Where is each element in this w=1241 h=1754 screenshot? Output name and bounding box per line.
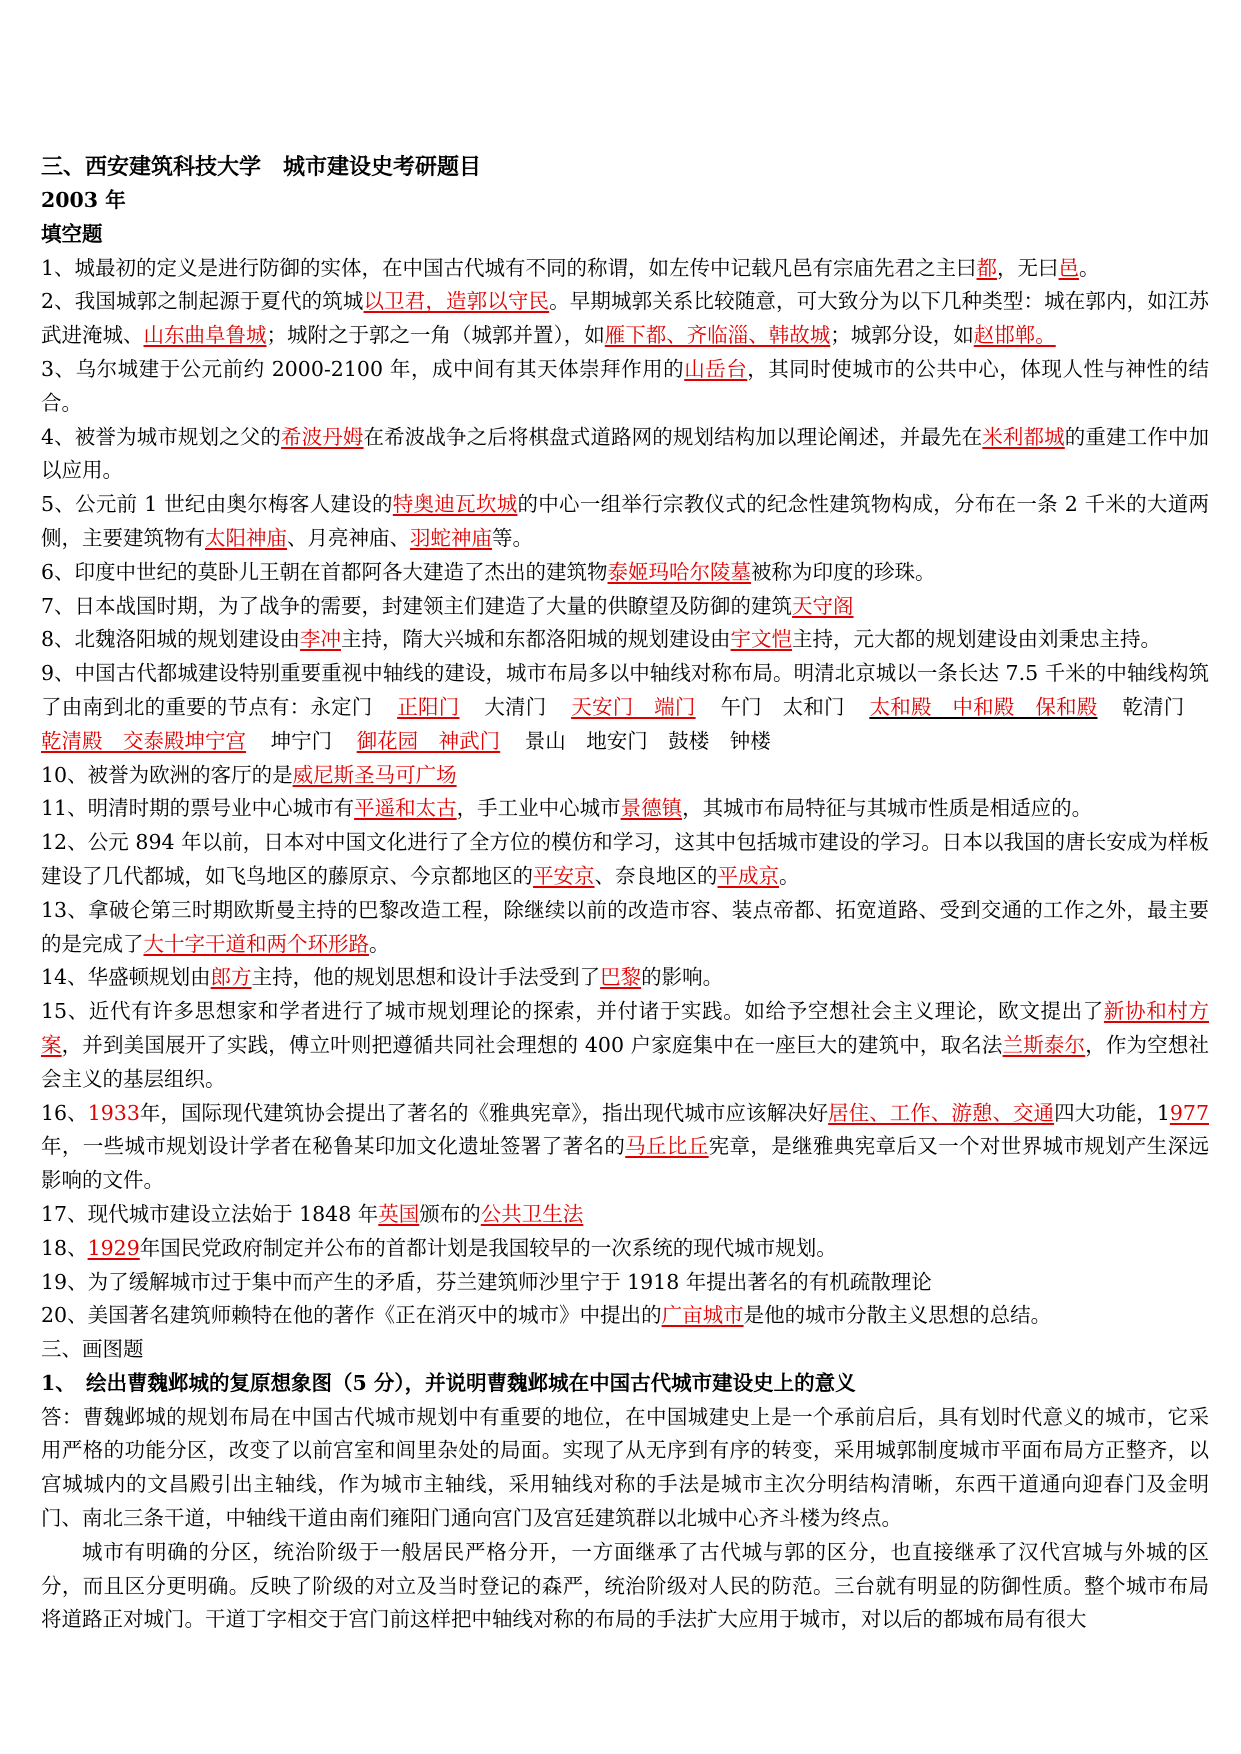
answer: 羽蛇神庙 xyxy=(410,525,492,550)
answer: 希波丹姆 xyxy=(281,424,364,449)
answer: 977 xyxy=(1169,1100,1210,1125)
answer: 平遥和太古 xyxy=(354,796,457,821)
question-15: 15、近代有许多思想家和学者进行了城市规划理论的探索，并付诸于实践。如给予空想社会主义理论，欧文提出了新协和村方案，并到美国展开了实践，傅立叶则把遵循共同社会理想的 400 户家庭集中在一座巨大的建筑中，取名法兰斯泰尔，作为空想社会主义的基层组织。 xyxy=(41,999,1210,1091)
question-14: 14、华盛顿规划由郎方主持，他的规划思想和设计手法受到了巴黎的影响。 xyxy=(41,965,724,990)
question-1: 1、城最初的定义是进行防御的实体，在中国古代城有不同的称谓，如左传中记载凡邑有宗庙先君之主曰都，无曰邑。 xyxy=(41,255,1100,280)
question-20: 20、美国著名建筑师赖特在他的著作《正在消灭中的城市》中提出的广亩城市是他的城市分散主义思想的总结。 xyxy=(41,1303,1052,1328)
answer: 泰姬玛哈尔陵墓 xyxy=(607,559,752,584)
question-9: 9、中国古代都城建设特别重要重视中轴线的建设，城市布局多以中轴线对称布局。明清北京城以一条长达 7.5 千米的中轴线构筑了由南到北的重要的节点有：永定门 正阳门 大清门 天安门 端门 午门 太和门 太和殿 中和殿 保和殿 乾清门乾清殿 交泰殿坤宁宫 坤宁门 御花园 神武门 景山 地安门 鼓楼 钟楼 xyxy=(41,661,1209,753)
answer: 太阳神庙 xyxy=(205,525,287,550)
answer: 马丘比丘 xyxy=(625,1134,709,1159)
question-11: 11、明清时期的票号业中心城市有平遥和太古，手工业中心城市景德镇，其城市布局特征与其城市性质是相适应的。 xyxy=(41,796,1093,821)
question-3: 3、乌尔城建于公元前约 2000-2100 年，成中间有其天体崇拜作用的山岳台，其同时使城市的公共中心，体现人性与神性的结合。 xyxy=(41,356,1210,415)
answer-paragraph-2: 城市有明确的分区，统治阶级于一般居民严格分开，一方面继承了古代城与郭的区分，也直接继承了汉代宫城与外城的区分，而且区分更明确。反映了阶级的对立及当时登记的森严，统治阶级对人民的防范。三台就有明显的防御性质。整个城市布局将道路正对城门。干道丁字相交于宫门前这样把中轴线对称的布局的手法扩大应用于城市，对以后的都城布局有很大 xyxy=(41,1539,1209,1632)
answer: 天安门 端门 xyxy=(571,694,696,719)
answer: 乾清殿 交泰殿坤宁宫 xyxy=(41,728,246,753)
question-6: 6、印度中世纪的莫卧儿王朝在首都阿各大建造了杰出的建筑物泰姬玛哈尔陵墓被称为印度的珍珠。 xyxy=(41,559,936,584)
question-2: 2、我国城郭之制起源于夏代的筑城以卫君，造郭以守民。早期城郭关系比较随意，可大致分为以下几种类型：城在郭内，如江苏武进淹城、山东曲阜鲁城；城附之于郭之一角（城郭并置），如雁下都、齐临淄、韩故城；城郭分设，如赵邯郸。 xyxy=(41,289,1210,348)
question-16: 16、1933年，国际现代建筑协会提出了著名的《雅典宪章》，指出现代城市应该解决好居住、工作、游憩、交通四大功能，1977年，一些城市规划设计学者在秘鲁某印加文化遗址签署了著名的马丘比丘宪章，是继雅典宪章后又一个对世界城市规划产生深远影响的文件。 xyxy=(41,1100,1210,1193)
question-18: 18、1929年国民党政府制定并公布的首都计划是我国较早的一次系统的现代城市规划。 xyxy=(41,1235,837,1260)
answer: 山岳台 xyxy=(684,356,748,381)
year-heading: 2003 年 xyxy=(41,188,126,212)
answer: 公共卫生法 xyxy=(480,1201,584,1226)
answer: 米利都城 xyxy=(982,424,1065,449)
answer: 雁下都、齐临淄、韩故城 xyxy=(604,323,831,348)
answer: 御花园 神武门 xyxy=(356,728,501,753)
question-17: 17、现代城市建设立法始于 1848 年英国颁布的公共卫生法 xyxy=(41,1201,584,1226)
answer: 大十字干道和两个环形路 xyxy=(143,931,369,956)
answer: 正阳门 xyxy=(397,694,460,719)
fill-blank-heading: 填空题 xyxy=(41,221,103,246)
drawing-question-1: 1、 绘出曹魏邺城的复原想象图（5 分），并说明曹魏邺城在中国古代城市建设史上的意义 xyxy=(41,1370,856,1395)
answer: 新协和村方案 xyxy=(41,999,1209,1057)
answer: 天守阁 xyxy=(792,593,854,618)
answer: 景德镇 xyxy=(620,796,683,821)
answer-paragraph-1: 答：曹魏邺城的规划布局在中国古代城市规划中有重要的地位，在中国城建史上是一个承前启后，具有划时代意义的城市，它采用严格的功能分区，改变了以前宫室和闾里杂处的局面。实现了从无序到有序的转变，采用城郭制度城市平面布局方正整齐，以宫城城内的文昌殿引出主轴线，作为城市主轴线，采用轴线对称的手法是城市主次分明结构清晰，东西干道通向迎春门及金明门、南北三条干道，中轴线干道由南们雍阳门通向宫门及宫廷建筑群以北城中心齐斗楼为终点。 xyxy=(41,1404,1209,1531)
answer: 邑 xyxy=(1058,255,1080,280)
answer: 平安京 xyxy=(533,863,595,888)
question-5: 5、公元前 1 世纪由奥尔梅客人建设的特奥迪瓦坎城的中心一组举行宗教仪式的纪念性建筑物构成，分布在一条 2 千米的大道两侧，主要建筑物有太阳神庙、月亮神庙、羽蛇神庙等。 xyxy=(41,492,1209,550)
page-title: 三、西安建筑科技大学 城市建设史考研题目 xyxy=(41,154,482,180)
answer: 特奥迪瓦坎城 xyxy=(392,492,518,517)
answer: 居住、工作、游憩、交通 xyxy=(828,1100,1055,1125)
answer: 赵邯郸。 xyxy=(973,323,1056,348)
answer: 威尼斯圣马可广场 xyxy=(292,762,457,787)
answer: 平成京 xyxy=(717,863,779,888)
question-19: 19、为了缓解城市过于集中而产生的矛盾，芬兰建筑师沙里宁于 1918 年提出著名的有机疏散理论 xyxy=(41,1269,932,1294)
answer: 巴黎 xyxy=(600,965,642,990)
answer: 郎方 xyxy=(210,965,252,990)
answer: 英国 xyxy=(378,1201,420,1226)
drawing-section-heading: 三、画图题 xyxy=(41,1337,144,1362)
question-12: 12、公元 894 年以前，日本对中国文化进行了全方位的模仿和学习，这其中包括城市建设的学习。日本以我国的唐长安成为样板建设了几代都城，如飞鸟地区的藤原京、今京都地区的平安京、奈良地区的平成京。 xyxy=(41,830,1209,888)
answer: 李冲 xyxy=(300,627,342,652)
question-7: 7、日本战国时期，为了战争的需要，封建领主们建造了大量的供瞭望及防御的建筑天守阁 xyxy=(41,593,854,618)
document-page xyxy=(41,150,1209,1637)
answer: 太和殿 中和殿 保和殿 xyxy=(869,694,1098,719)
answer: 山东曲阜鲁城 xyxy=(143,323,267,348)
question-13: 13、拿破仑第三时期欧斯曼主持的巴黎改造工程，除继续以前的改造市容、装点帝都、拓宽道路、受到交通的工作之外，最主要的是完成了大十字干道和两个环形路。 xyxy=(41,897,1209,956)
answer: 都 xyxy=(976,255,998,280)
question-4: 4、被誉为城市规划之父的希波丹姆在希波战争之后将棋盘式道路网的规划结构加以理论阐述，并最先在米利都城的重建工作中加以应用。 xyxy=(41,424,1210,483)
answer: 广亩城市 xyxy=(661,1303,744,1328)
question-10: 10、被誉为欧洲的客厅的是威尼斯圣马可广场 xyxy=(41,762,457,787)
answer: 1933 xyxy=(87,1100,140,1125)
answer: 宇文恺 xyxy=(730,627,793,652)
answer: 兰斯泰尔 xyxy=(1002,1032,1086,1057)
answer: 以卫君，造郭以守民 xyxy=(363,289,550,314)
answer: 1929 xyxy=(87,1235,140,1260)
question-8: 8、北魏洛阳城的规划建设由李冲主持，隋大兴城和东都洛阳城的规划建设由宇文恺主持，元大都的规划建设由刘秉忠主持。 xyxy=(41,627,1162,652)
